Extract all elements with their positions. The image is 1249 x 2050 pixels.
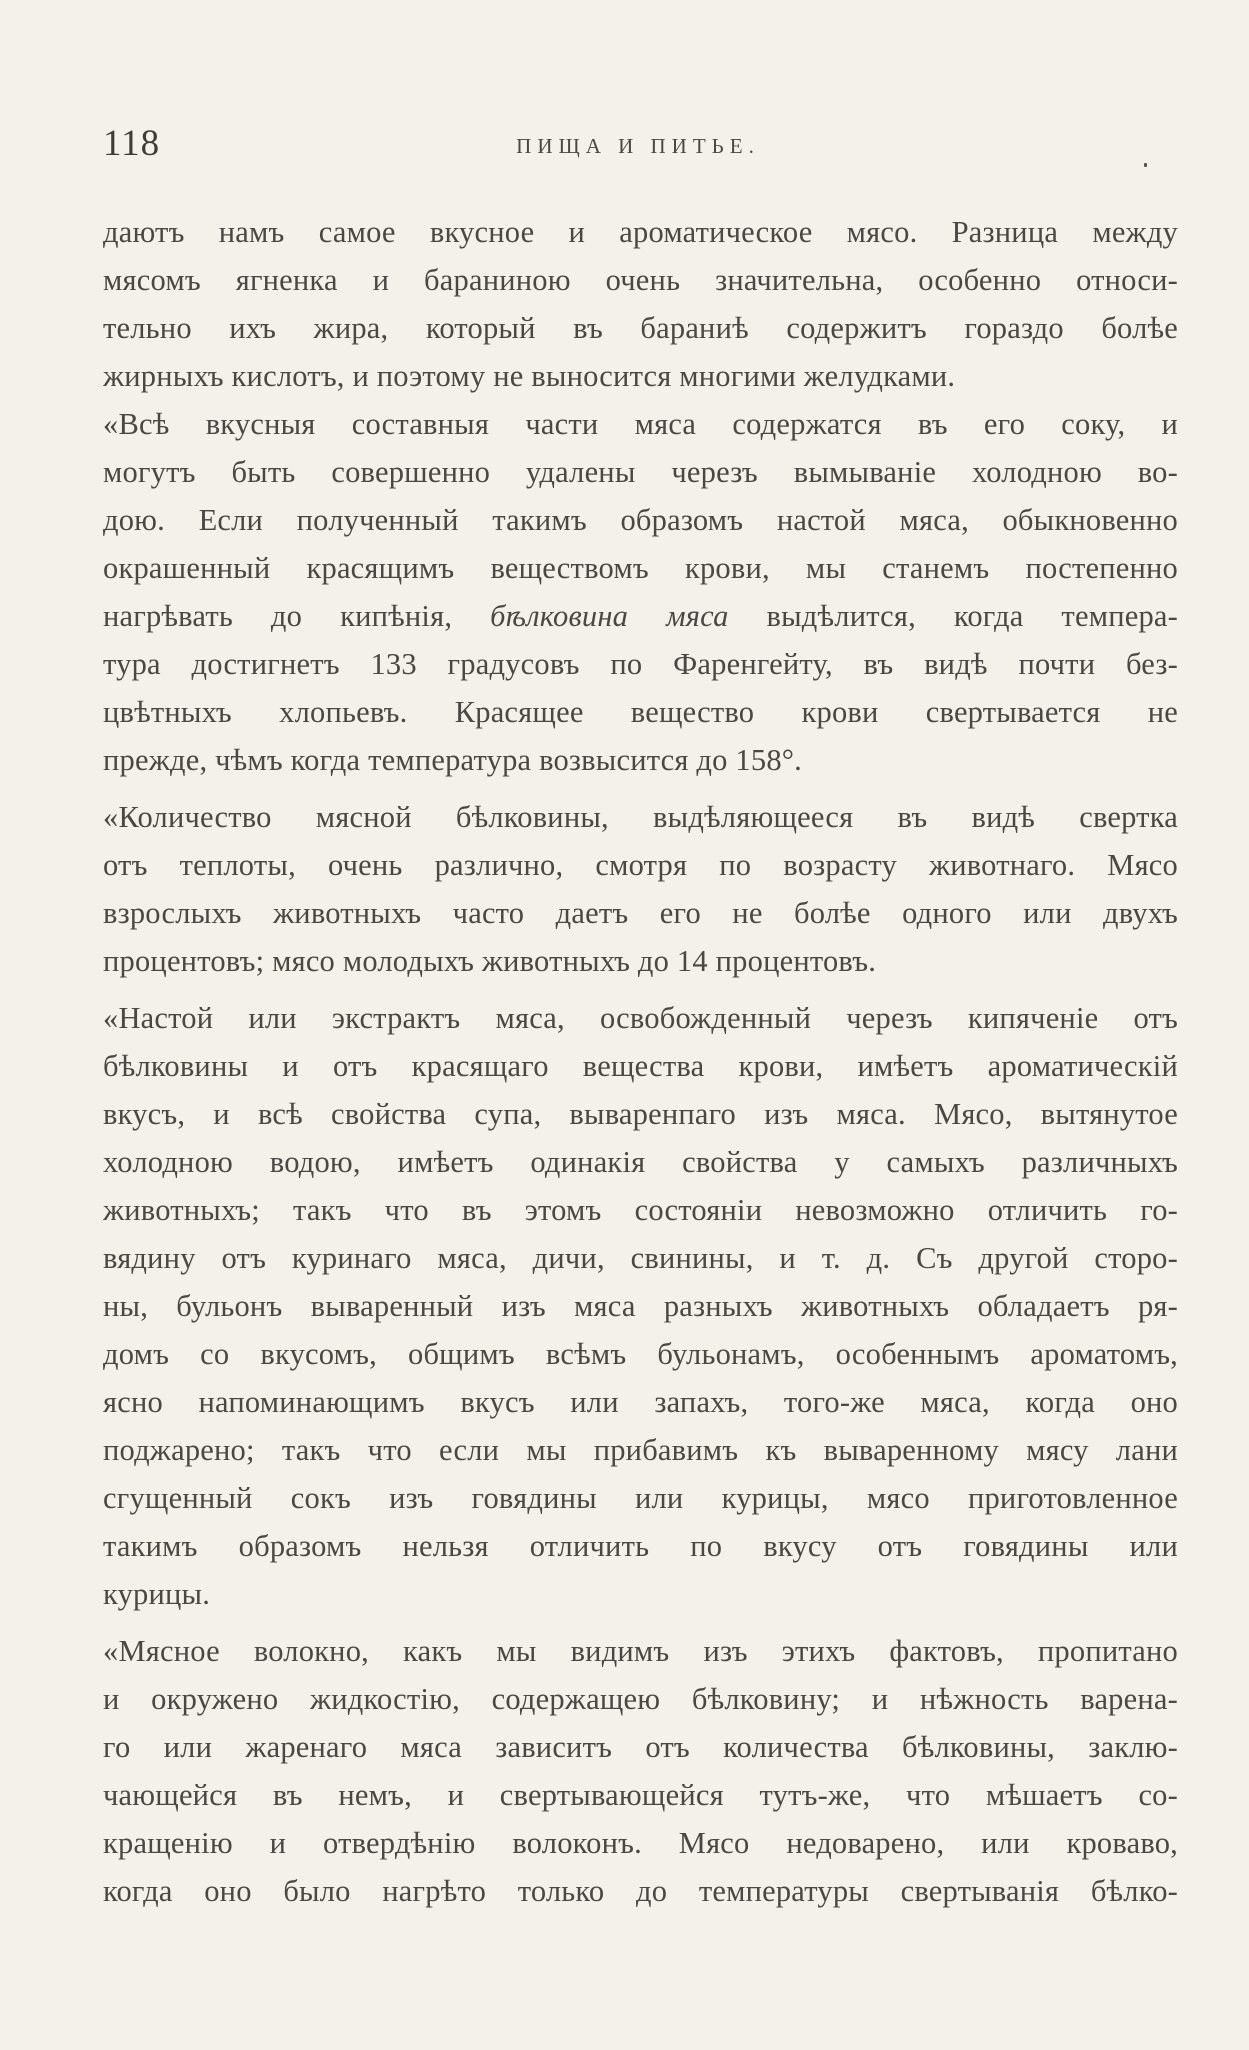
text-line: «Настой или экстрактъ мяса, освобожденный черезъ кипяченіе отъ — [103, 1001, 1178, 1035]
text-line: вядину отъ куринаго мяса, дичи, свинины, и т. д. Съ другой сторо- — [103, 1241, 1178, 1275]
text-line: цвѣтныхъ хлопьевъ. Красящее вещество крови свертывается не — [103, 695, 1178, 729]
text-line: курицы. — [103, 1577, 211, 1611]
text-line: мясомъ ягненка и бараниною очень значительна, особенно относи- — [103, 263, 1178, 297]
text-line: прежде, чѣмъ когда температура возвысится до 158°. — [103, 743, 802, 777]
text-line: тельно ихъ жира, который въ бараниѣ содержитъ гораздо болѣе — [103, 311, 1178, 345]
text-line: животныхъ; такъ что въ этомъ состояніи невозможно отличить го- — [103, 1193, 1178, 1227]
running-title: ПИЩА И ПИТЬЕ. — [516, 134, 760, 158]
text-line: холодною водою, имѣетъ одинакія свойства у самыхъ различныхъ — [103, 1145, 1178, 1179]
text-line: поджарено; такъ что если мы прибавимъ къ вываренному мясу лани — [103, 1433, 1178, 1467]
running-head — [103, 122, 1173, 172]
paragraph — [103, 400, 1178, 784]
text-line: бѣлковины и отъ красящаго вещества крови, имѣетъ ароматическій — [103, 1049, 1178, 1083]
text-line: даютъ намъ самое вкусное и ароматическое мясо. Разница между — [103, 215, 1178, 249]
paragraph — [103, 793, 1178, 985]
text-line: «Мясное волокно, какъ мы видимъ изъ этихъ фактовъ, пропитано — [103, 1634, 1178, 1668]
text-line: жирныхъ кислотъ, и поэтому не выносится многими желудками. — [103, 359, 956, 393]
text-line: чающейся въ немъ, и свертывающейся тутъ-же, что мѣшаетъ со- — [103, 1778, 1178, 1812]
text-line: дою. Если полученный такимъ образомъ настой мяса, обыкновенно — [103, 503, 1178, 537]
text-line: сгущенный сокъ изъ говядины или курицы, мясо приготовленное — [103, 1481, 1178, 1515]
text-line: процентовъ; мясо молодыхъ животныхъ до 14 процентовъ. — [103, 944, 877, 978]
text-line: го или жаренаго мяса зависитъ отъ количества бѣлковины, заклю- — [103, 1730, 1178, 1764]
text-line: взрослыхъ животныхъ часто даетъ его не болѣе одного или двухъ — [103, 896, 1178, 930]
italic-phrase: бѣлковина мяса — [490, 599, 729, 633]
text-line: «Количество мясной бѣлковины, выдѣляющееся въ видѣ свертка — [103, 800, 1178, 834]
text-line: и окружено жидкостію, содержащею бѣлковину; и нѣжность варена- — [103, 1682, 1178, 1716]
paragraph — [103, 208, 1178, 400]
page-number: 118 — [103, 123, 161, 164]
ink-speck — [1144, 163, 1147, 167]
text-line: ны, бульонъ вываренный изъ мяса разныхъ животныхъ обладаетъ ря- — [103, 1289, 1178, 1323]
text-line: тура достигнетъ 133 градусовъ по Фаренгейту, въ видѣ почти без- — [103, 647, 1178, 681]
text-line: такимъ образомъ нельзя отличить по вкусу отъ говядины или — [103, 1529, 1178, 1563]
text-line: когда оно было нагрѣто только до температуры свертыванія бѣлко- — [103, 1874, 1178, 1908]
text-line: «Всѣ вкусныя составныя части мяса содержатся въ его соку, и — [103, 407, 1178, 441]
text-line-with-italic: нагрѣвать до кипѣнія, бѣлковина мяса выдѣлится, когда темпера- — [103, 599, 1178, 633]
text-line: вкусъ, и всѣ свойства супа, вываренпаго изъ мяса. Мясо, вытянутое — [103, 1097, 1178, 1131]
text-line: кращенію и отвердѣнію волоконъ. Мясо недоварено, или кроваво, — [103, 1826, 1178, 1860]
text-line: ясно напоминающимъ вкусъ или запахъ, того-же мяса, когда оно — [103, 1385, 1178, 1419]
body-text — [103, 208, 1178, 1915]
text-line: отъ теплоты, очень различно, смотря по возрасту животнаго. Мясо — [103, 848, 1178, 882]
paragraph — [103, 1627, 1178, 1915]
text-line: домъ со вкусомъ, общимъ всѣмъ бульонамъ, особеннымъ ароматомъ, — [103, 1337, 1178, 1371]
text-line: могутъ быть совершенно удалены черезъ вымываніе холодною во- — [103, 455, 1178, 489]
paragraph — [103, 994, 1178, 1618]
text-line: окрашенный красящимъ веществомъ крови, мы станемъ постепенно — [103, 551, 1178, 585]
